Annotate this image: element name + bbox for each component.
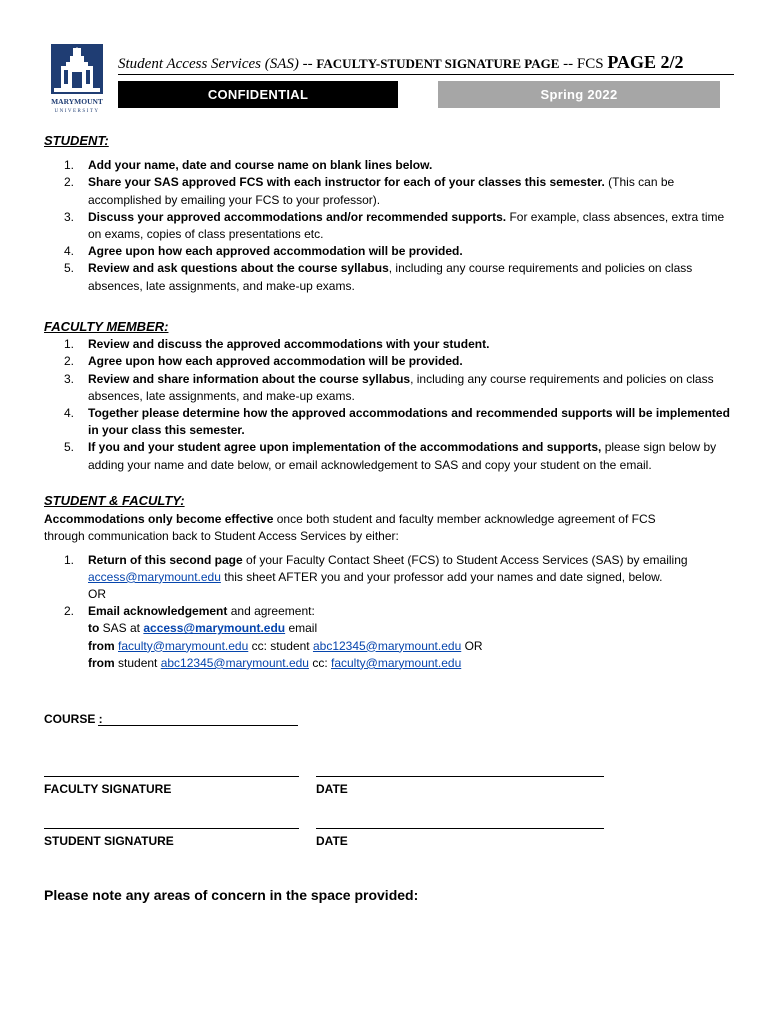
list-item: 1. Review and discuss the approved accommodations with your student. [64,337,490,352]
list-item: 4. Together please determine how the approved accommodations and recommended supports will be implemented in your class this semester. [64,406,730,438]
list-item: 3. Discuss your approved accommodations and/or recommended supports. For example, class absences, extra time on exams, copies of class presentations etc. [64,209,725,242]
page-header [118,52,734,75]
faculty-email-link[interactable]: faculty@marymount.edu [331,655,462,670]
header-prefix: Student Access Services (SAS) [118,56,299,72]
faculty-email-link[interactable]: faculty@marymount.edu [118,638,249,653]
list-item: 5. If you and your student agree upon implementation of the accommodations and supports, please sign below by adding your name and date below, or email acknowledgement to SAS and copy your student on the email. [64,440,717,472]
option-list [44,552,734,672]
faculty-list [44,336,734,474]
header-fcs: FCS [576,56,604,72]
logo-text: MARYMOUNT [51,97,103,106]
term-banner: Spring 2022 [438,81,720,108]
student-section [44,132,734,295]
student-faculty-section [44,492,734,672]
student-signature-label: STUDENT SIGNATURE [44,834,174,848]
marymount-logo [46,44,108,116]
intro-paragraph [44,511,684,545]
student-list [44,157,734,295]
student-date-line[interactable] [316,828,604,829]
student-heading: STUDENT: [44,133,109,148]
list-item: 4. Agree upon how each approved accommodation will be provided. [64,244,463,259]
course-label: COURSE : [44,712,103,726]
access-email-link[interactable]: access@marymount.edu [143,621,286,636]
email-from-faculty-line: from faculty@marymount.edu cc: student abc12345@marymount.edu OR [88,638,483,653]
email-to-line: to SAS at access@marymount.edu email [88,621,318,636]
student-email-link[interactable]: abc12345@marymount.edu [312,638,462,653]
logo-subtext: UNIVERSITY [54,109,100,114]
option-item: 1. Return of this second page of your Faculty Contact Sheet (FCS) to Student Access Services (SAS) by emailing access@marymount.edu this sheet AFTER you and your professor add your names and date signed, below. OR [44,552,708,604]
concerns-label: Please note any areas of concern in the space provided: [44,887,419,903]
confidential-banner: CONFIDENTIAL [118,81,398,108]
header-page-number: PAGE 2/2 [607,52,684,72]
course-input-line[interactable] [98,725,298,726]
student-email-link[interactable]: abc12345@marymount.edu [160,655,309,670]
access-email-link[interactable]: access@marymount.edu [88,569,221,584]
list-item: 3. Review and share information about the course syllabus, including any course requirements and policies on class absences, late assignments, and make-up exams. [64,371,714,403]
list-item: 2. Share your SAS approved FCS with each instructor for each of your classes this semester. (This can be accomplished by emailing your FCS to your professor). [64,175,675,207]
faculty-section [44,318,734,474]
faculty-signature-label: FACULTY SIGNATURE [44,782,172,796]
or-text: OR [88,587,106,602]
email-from-student-line: from student abc12345@marymount.edu cc: faculty@marymount.edu [88,655,462,670]
header-dash: -- [302,56,313,72]
faculty-date-line[interactable] [316,776,604,777]
intro-text: once both student and faculty member acknowledge agreement of FCS through communication back to Student Access Services by either: [44,512,656,544]
student-date-label: DATE [316,834,348,848]
faculty-heading: FACULTY MEMBER: [44,319,169,334]
list-item: 2. Agree upon how each approved accommodation will be provided. [64,354,463,369]
student-faculty-heading: STUDENT & FACULTY: [44,493,185,508]
header-dash: -- [563,56,574,72]
list-item: 1. Add your name, date and course name on blank lines below. [64,158,433,173]
header-page-type: FACULTY-STUDENT SIGNATURE PAGE [316,56,560,71]
list-item: 5. Review and ask questions about the course syllabus, including any course requirements and policies on class absences, late assignments, and make-up exams. [64,261,693,293]
faculty-signature-line[interactable] [44,776,299,777]
option-item: 2. Email acknowledgement and agreement: to SAS at access@marymount.edu email from faculty@marymount.edu cc: student abc12345@marymount.edu OR from student abc12345@marymount.edu cc: faculty@marymount.edu [44,603,734,672]
student-signature-line[interactable] [44,828,299,829]
faculty-date-label: DATE [316,782,348,796]
intro-bold: Accommodations only become effective [44,512,274,527]
